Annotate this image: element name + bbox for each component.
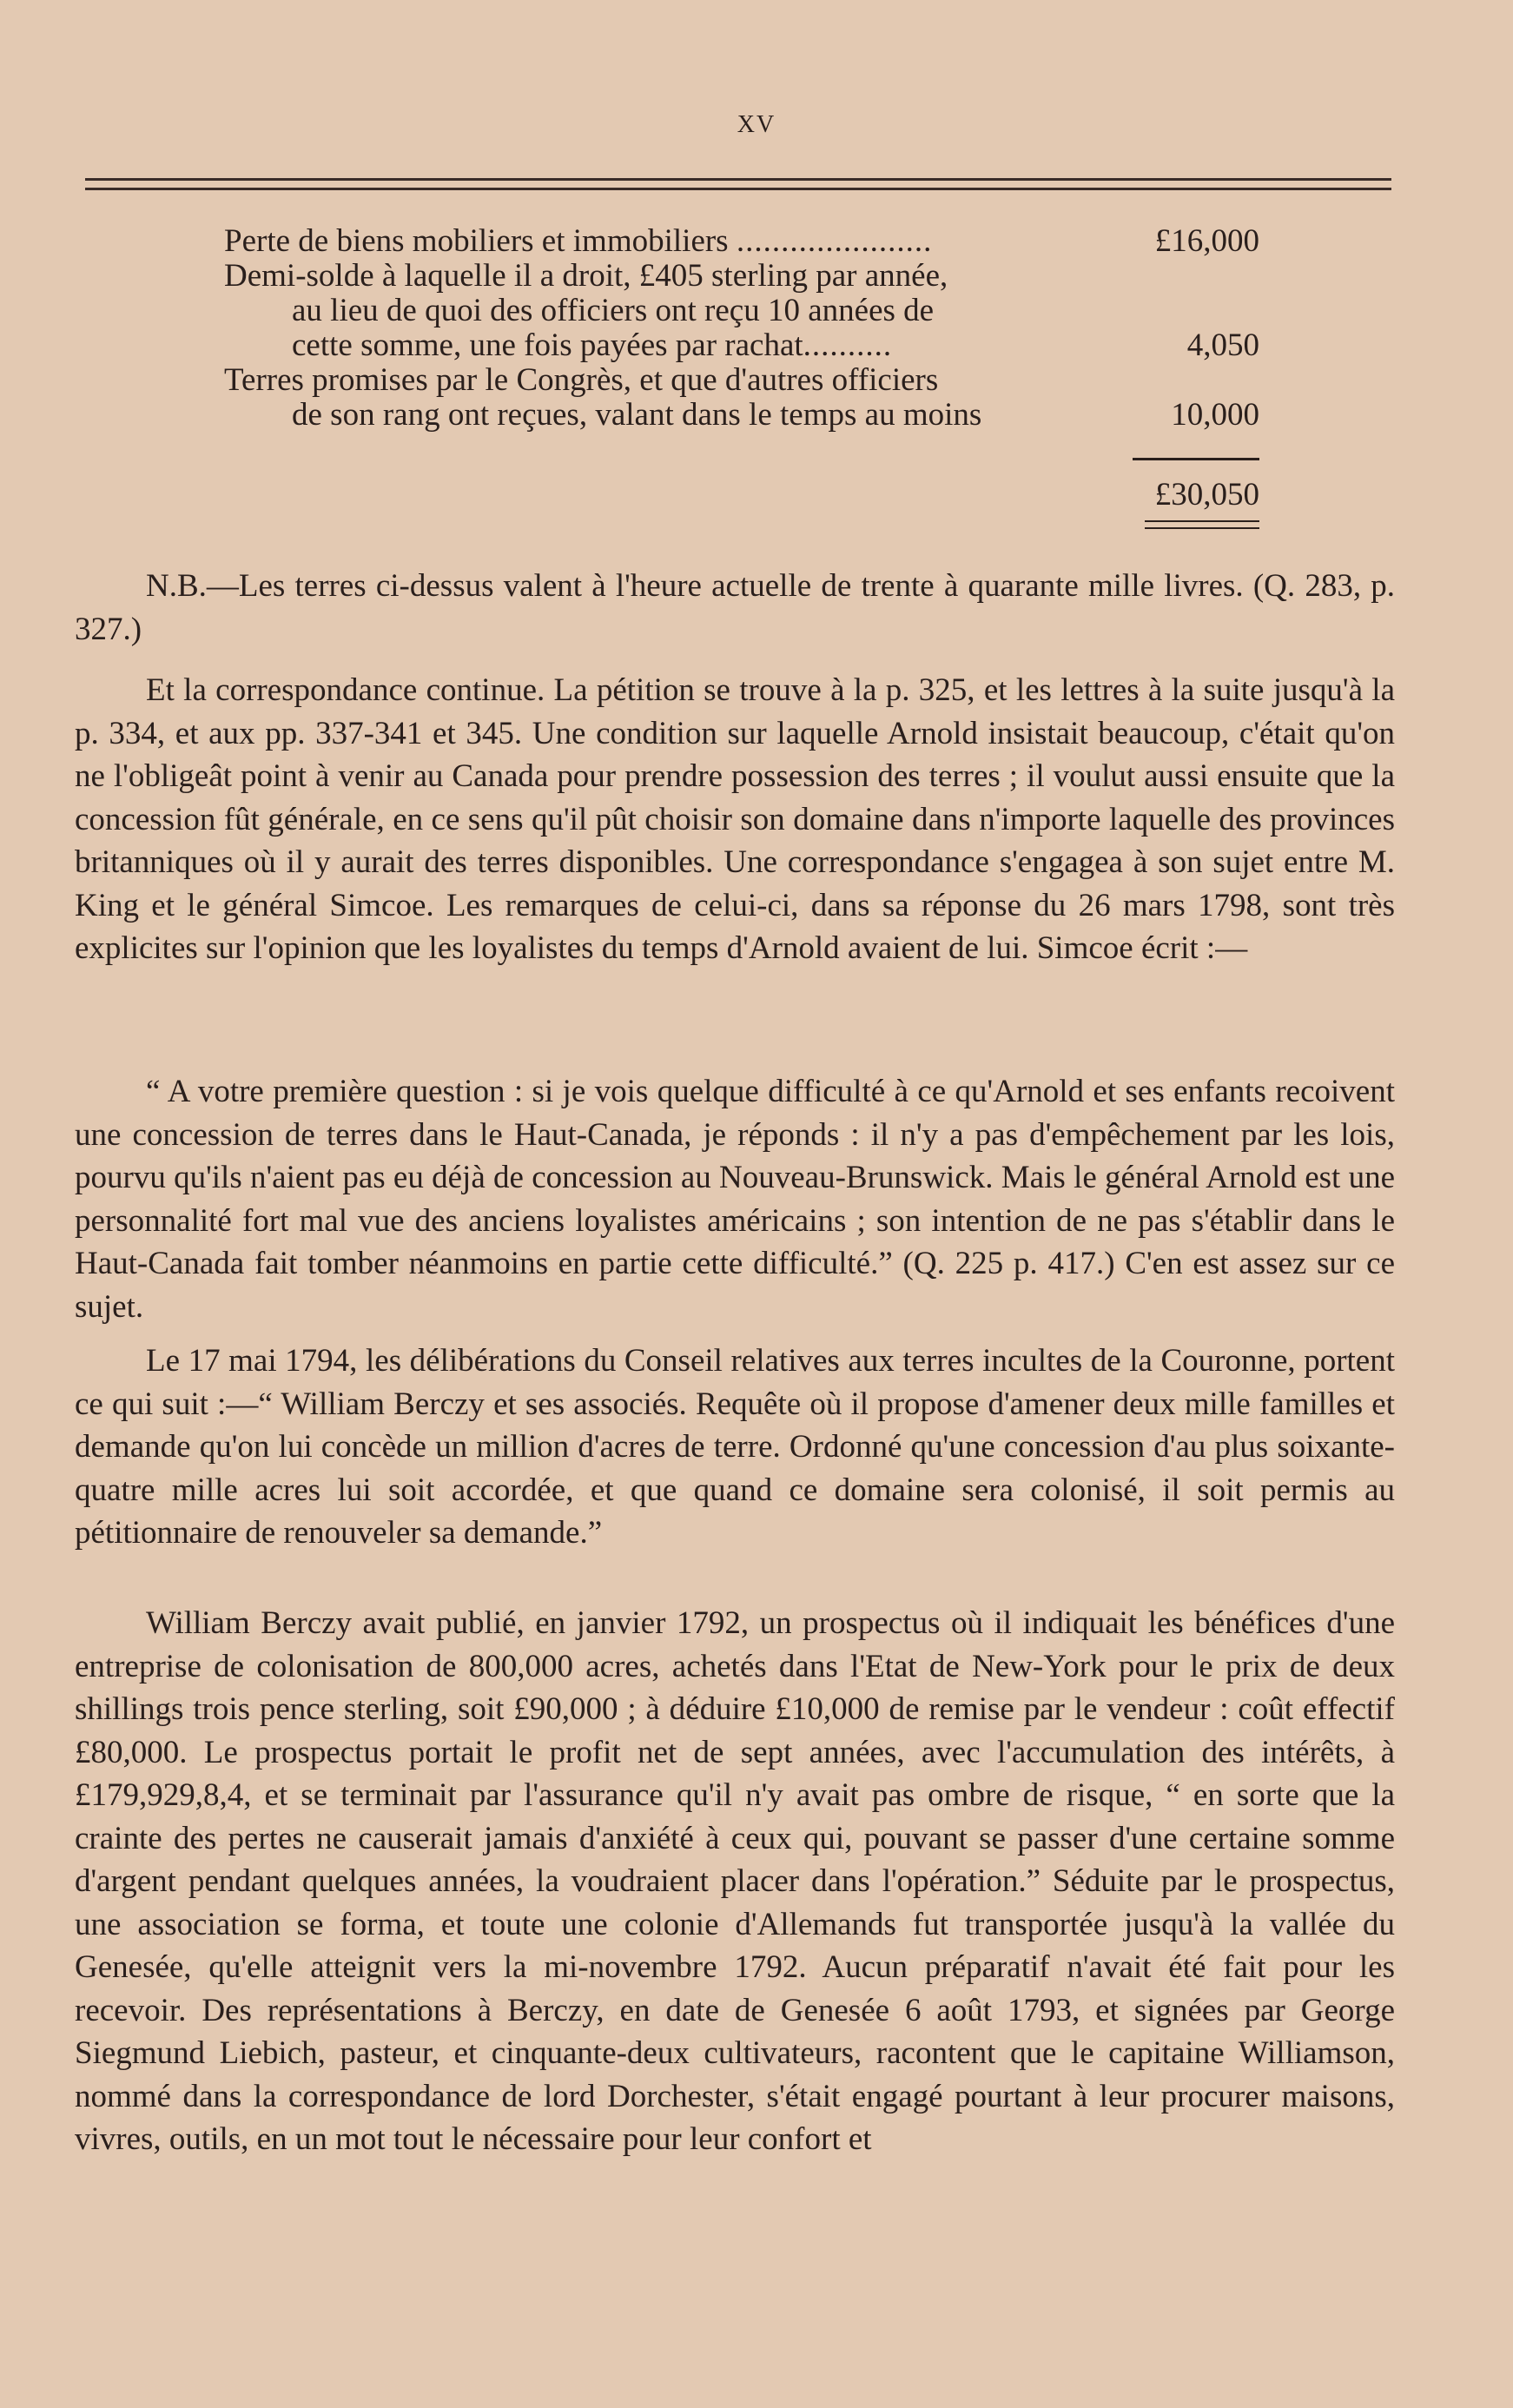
header-rule-bottom bbox=[85, 188, 1391, 190]
sum-rule bbox=[1133, 458, 1259, 460]
berczy-paragraph: William Berczy avait publié, en janvier 1792, un prospectus où il indiquait les bénéfices d'une entreprise de colonisation de 800,000 acres, achetés dans l'Etat de New-York pour le prix de deux shillings trois pence sterling, soit £90,000 ; à déduire £10,000 de remise par le vendeur : coût effectif £80,000. Le prospectus portait le profit net de sept années, avec l'accumulation des intérêts, à £179,929,8,4, et se terminait par l'assurance qu'il n'y avait pas ombre de risque, “ en sorte que la crainte des pertes ne causerait jamais d'anxiété à ceux qui, pouvant se passer d'une certaine somme d'argent pendant quelques années, la voudraient placer dans l'opération.” Séduite par le prospectus, une association se forma, et toute une colonie d'Allemands fut transportée jusqu'à la vallée du Genesée, qu'elle atteignit vers la mi-novembre 1792. Aucun préparatif n'avait été fait pour les recevoir. Des représentations à Berczy, en date de Genesée 6 août 1793, et signées par George Siegmund Liebich, pasteur, et cinquante-deux cultivateurs, racontent que le capitaine Williamson, nommé dans la correspondance de lord Dorchester, s'était engagé pourtant à leur procurer maisons, vivres, outils, en un mot tout le nécessaire pour leur confort et bbox=[75, 1605, 1395, 2157]
account-row bbox=[224, 259, 1259, 294]
council-paragraph: Le 17 mai 1794, les délibérations du Conseil relatives aux terres incultes de la Couronne, portent ce qui suit :—“ William Berczy et ses associés. Requête où il propose d'amener deux mille familles et demande qu'on lui concède un million d'acres de terre. Ordonné qu'une concession d'au plus soixante-quatre mille acres lui soit accordée, et que quand ce domaine sera colonisé, il soit permis au pétitionnaire de renouveler sa demande.” bbox=[75, 1343, 1395, 1551]
account-label: cette somme, une fois payées par rachat bbox=[292, 327, 803, 363]
account-total: £30,050 bbox=[1154, 477, 1259, 513]
account-label: au lieu de quoi des officiers ont reçu 10 années de bbox=[292, 293, 935, 328]
account-label: de son rang ont reçues, valant dans le temps au moins bbox=[292, 397, 982, 433]
leader-dots: ...................... bbox=[736, 223, 933, 259]
account-row bbox=[224, 363, 1259, 398]
account-label: Terres promises par le Congrès, et que d'autres officiers bbox=[224, 362, 939, 398]
leader-dots: .......... bbox=[803, 327, 893, 363]
account-table bbox=[224, 224, 1259, 433]
page-number: XV bbox=[737, 111, 776, 138]
nb-paragraph: N.B.—Les terres ci-dessus valent à l'heure actuelle de trente à quarante mille livres. (Q. 283, p. 327.) bbox=[75, 568, 1395, 647]
account-amount: 4,050 bbox=[1186, 327, 1259, 363]
total-double-rule bbox=[1145, 527, 1259, 529]
account-row bbox=[224, 224, 1259, 259]
simcoe-quote-paragraph: “ A votre première question : si je vois quelque difficulté à ce qu'Arnold et ses enfants recoivent une concession de terres dans le Haut-Canada, je réponds : il n'y a pas d'empêchement par les lois, pourvu qu'ils n'aient pas eu déjà de concession au Nouveau-Brunswick. Mais le général Arnold est une personnalité fort mal vue des anciens loyalistes américains ; son intention de ne pas s'établir dans le Haut-Canada fait tomber néanmoins en partie cette difficulté.” (Q. 225 p. 417.) C'en est assez sur ce sujet. bbox=[75, 1074, 1395, 1325]
account-row bbox=[224, 294, 1259, 328]
account-row bbox=[224, 398, 1259, 433]
account-amount: 10,000 bbox=[1171, 397, 1259, 433]
correspondence-paragraph: Et la correspondance continue. La pétition se trouve à la p. 325, et les lettres à la suite jusqu'à la p. 334, et aux pp. 337-341 et 345. Une condition sur laquelle Arnold insistait beaucoup, c'était qu'on ne l'obligeât point à venir au Canada pour prendre possession des terres ; il voulut aussi ensuite que la concession fût générale, en ce sens qu'il pût choisir son domaine dans n'importe laquelle des provinces britanniques où il y aurait des terres disponibles. Une correspondance s'engagea à son sujet entre M. King et le général Simcoe. Les remarques de celui-ci, dans sa réponse du 26 mars 1798, sont très explicites sur l'opinion que les loyalistes du temps d'Arnold avaient de lui. Simcoe écrit :— bbox=[75, 672, 1395, 966]
account-row bbox=[224, 328, 1259, 363]
account-label: Perte de biens mobiliers et immobiliers bbox=[224, 223, 729, 259]
total-double-rule bbox=[1145, 520, 1259, 522]
account-amount: £16,000 bbox=[1154, 223, 1259, 259]
header-rule-top bbox=[85, 178, 1391, 181]
account-label: Demi-solde à laquelle il a droit, £405 sterling par année, bbox=[224, 258, 948, 294]
